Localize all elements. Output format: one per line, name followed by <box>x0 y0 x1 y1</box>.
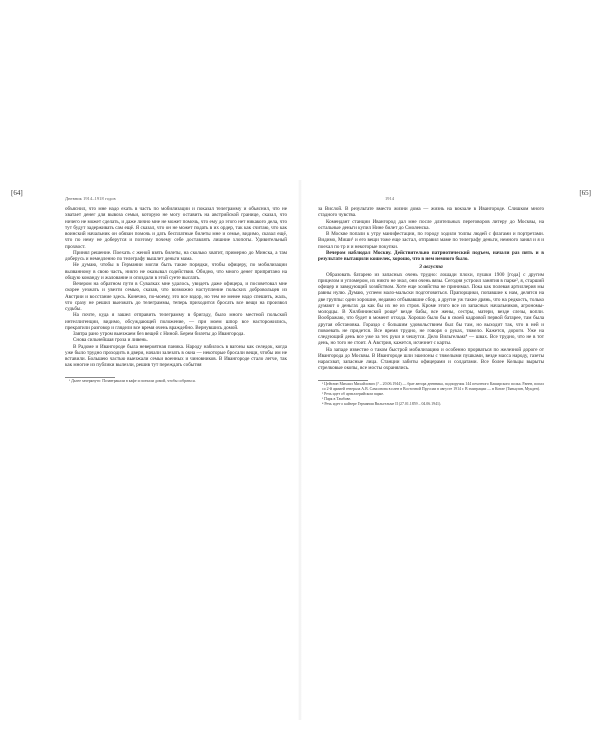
footnote: ⁴ Речь идет о кайзере Германии Вильгельме II (27.01.1859 – 04.06.1941). <box>322 401 442 406</box>
right-page-number: [65] <box>579 189 591 197</box>
left-page-number: [64] <box>11 189 23 197</box>
paragraph: Завтра рано утром выезжаем без вещей с Ниной. Берем билеты до Ивангорода. <box>73 331 245 337</box>
footnote: ² Речь идет об артиллерийском парке. <box>322 391 385 396</box>
paragraph: На почте, куда я зашел отправить телеграмму в бригаду, было много местной польской интеллигенции, видимо, обсуждающей положение, — при моем шпор все насторожились, прекратили разговор и глядели все время очень враждебно. Вернувшись домой. <box>65 312 287 331</box>
paragraph: Принял решение. Поехать с женой взять билеты, на сколько хватит, примерно до Минска, а там доберусь и немедленно по телеграфу вышлет деньги мама. <box>65 249 287 262</box>
right-running-head: 1914 <box>385 196 395 201</box>
paragraph: Образовать батарею из запасных очень трудно: лошади плохи, пушки 1900 [года] с другим прицелом и угломером, их никто не знал, они очень вязы. Сегодня устроил занятия в парке², я, старший офицер и заведующий хозяйством. Хоте еще хозяйства не принимал. Пока как полевая артиллерия мы равны нулю. Думаю, успеем мало-мальски подготовиться. Прапорщики, попавшие к нам, делятся на две группы: одни хорошие, недавно отбывавшие сбор, а другие уж такие дрянь, что на редкость, только думают о деньгах да как бы их не из строя. Кроме этого все из запасных начальников, агрономы-молодцы. В Хилбининской роще³ везде бабы, все жены, сестры, матери, везде слезы, вопли. Воображаю, что будет в момент отхода. Хорошо было бы в своей кадровой первой батарее, там была другая обстановка. Гораздо с большим удовольствием был бы там, но выходит так, что в ней и повоевать не придется. Все время трудно, не говоря о руках, тяжело. Кажется, дороги. Уже на следующий день все уже за тех руки и чешутся. Дело Вильгельма⁴ — швах. Все трудно, что не в тот день, но того не стоит. А Австрия, кажется, исчезнет с карты. <box>318 271 544 347</box>
paragraph: Вечером на обратном пути в Сувалках мне удалось, увидеть даже офицера, и посоветовал мне скорее уезжать и увезти семью, сказав, что возможно наступление польских добровольцев из Австрии и восстание здесь. Конечно, по-моему, это все вздор, но тем не менее надо спешить, жаль, что сразу не решил выезжать до телеграммы, теперь приходится бросать все вещи на произвол судьбы. <box>65 281 287 312</box>
paragraph: В Радоме и Ивангороде была невероятная паника. Народу набилось в вагоны как селедок, когда уже было трудно проходить в двери, начали залезать в окна — некоторые бросали вещи, чтобы им не вставили. Большею частью выезжали семьи военных и чиновников. В Ивангороде стало легче, так как многие из публики вылезли, решив тут переждать события <box>65 343 287 369</box>
left-running-head: Дневник 1914–1918 годов <box>65 196 116 201</box>
paragraph: объяснил, что мне надо ехать в часть по мобилизации и показал телеграмму и объяснил, что не хватает денег для вывоза семьи, которую не могу оставить на австрийской границе, сказал, что ничего не может сделать, и даже лично мне не может помочь, что ему до этого нет никакого дела, что тут будут задерживать сам ещё. Я сказал, что он не может подать в их ордер, так как считаю, что как воинский начальник он обязан помочь и дать бесплатные билеты мне и семье, видимо, сказал ещё, что по нему не доберутся и поэтому почему себе доставлять лишние хлопоты. Удивительный прохвост. <box>65 206 287 250</box>
date-heading: 3 августа <box>419 264 443 271</box>
paragraph: Не думаю, чтобы в Германии могли быть такие порядки, чтобы офицеру, по мобилизации вызванному в свою часть, никто не оказывал содействия. Обидно, что много денег припрятано на общую команду и жалование и опоздали в этой суете выслать. <box>65 262 287 281</box>
right-footnotes <box>318 380 544 407</box>
left-page-paragraphs <box>65 206 287 369</box>
paragraph: В Москве попали к утру манифестации, по городу ходили толпы людей с флагами и портретами. Видимо, Миши¹ и его вещи тоже еще застал, отправил маме по телеграфу деньги, немного занял и я и поехал по тр и и некоторые покупки. <box>318 231 544 250</box>
left-page-body <box>65 206 287 384</box>
paragraph: Снова сильнейшая гроза и ливень. <box>73 337 148 344</box>
footnote: ¹ Цейтлин Михаил Михайлович (? – 20.06.1944) — брат автора дневника, подпоручик 144 пехотного Каширского полка. Ранен, попал со 2-й армией генерала А.В. Самсонова в плен в Восточной Пруссии в августе 1914 г. В эмиграции — в Китае (Тяньцзин, Мукден). <box>322 382 544 391</box>
footnote: ¹ Далее зачеркнуто: Позавтракали в кафе и поехали домой, чтобы собраться. <box>69 379 196 383</box>
left-footnotes <box>65 377 287 384</box>
paragraph: Комендант станции Ивангород дал мне после длительных переговоров литеру до Москвы, на остальные деньги купил Нине билет до Смоленска. <box>318 218 544 231</box>
paragraph: за Вислой. В результате вместо жизни дома — жизнь на вокзале в Ивангороде. Слишком много стадного чувства. <box>318 206 544 219</box>
paragraph: На западе известие о таком быстрой мобилизацию и особенно прорваться по железной дороге от Ивангорода до Москвы. В Ивангороде шли эшелоны с тяжелыми пушками, везде масса народу, газеты нарасхват, запасные лица. Станции забиты офицерами и солдатами. Все более Кельцы вырыты стрелковые окопы, все мосты охранялись. <box>318 346 544 372</box>
footnote-rule <box>318 380 368 381</box>
footnote-rule <box>65 377 115 378</box>
paragraph: Вечером наблюдал Москву. Действительно патриотический подъем, начали раз пять и в результате вытащили кошелек, хорошо, что в нем немного было. <box>318 249 544 262</box>
right-page-body <box>318 206 544 407</box>
footnote: ³ Парк в Тамбове. <box>322 396 352 401</box>
book-gutter <box>298 180 302 720</box>
right-page-paragraphs-after <box>318 272 544 372</box>
right-page-paragraphs-before <box>318 206 544 262</box>
